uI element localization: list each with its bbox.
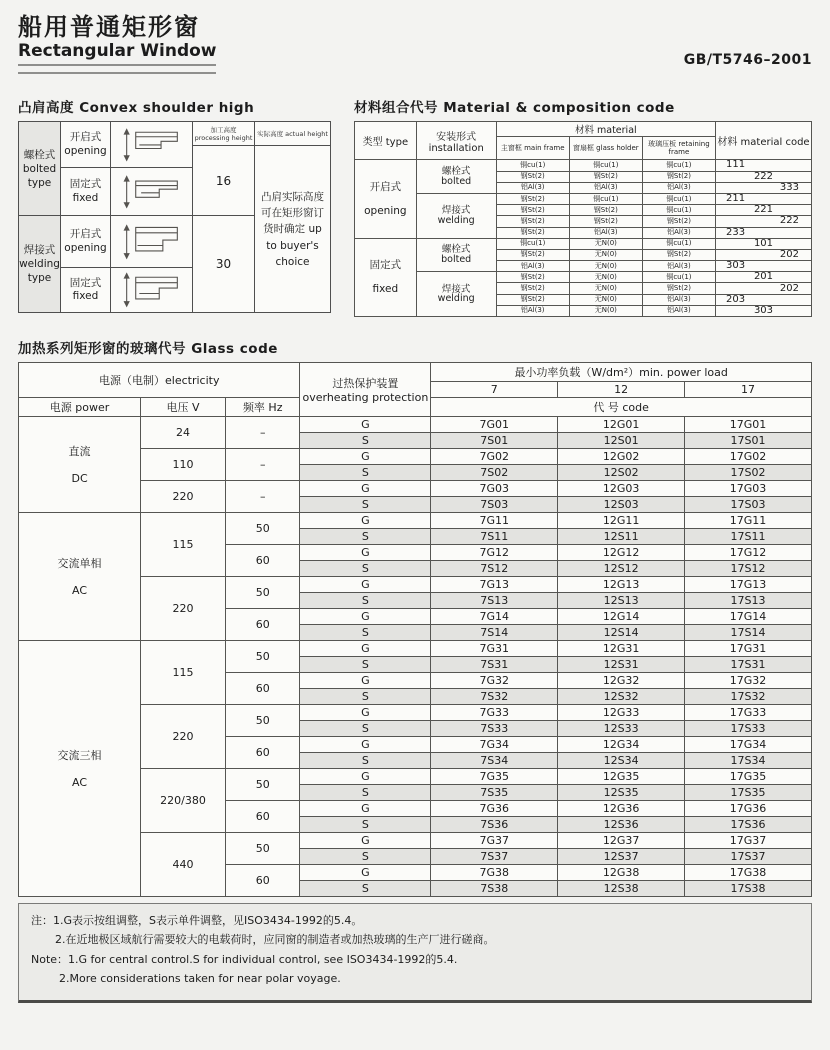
glass-code-cell: 12G33 [558, 705, 685, 721]
glass-row [19, 641, 812, 657]
glass-code-cell: 12S14 [558, 625, 685, 641]
glass-header-load-12: 12 [558, 382, 685, 398]
protection-cell: S [300, 433, 431, 449]
material-cell: 铜cu(1) [496, 160, 569, 171]
glass-code-cell: 7S31 [431, 657, 558, 673]
material-cell: 无N(0) [569, 294, 642, 305]
material-installation-cell [416, 160, 496, 194]
protection-cell: S [300, 817, 431, 833]
installation-label-en: bolted [441, 253, 472, 265]
glass-code-cell: 7G33 [431, 705, 558, 721]
protection-cell: S [300, 849, 431, 865]
frequency-cell: 60 [225, 865, 300, 897]
frequency-cell: 50 [225, 641, 300, 673]
glass-code-cell: 7G31 [431, 641, 558, 657]
glass-code-cell: 17G35 [685, 769, 812, 785]
glass-header-voltage: 电压 V [141, 398, 226, 417]
frequency-cell: 60 [225, 737, 300, 769]
material-code-cell: 221 [715, 205, 811, 216]
type-label-cn: 开启式 [369, 181, 402, 194]
material-row [355, 272, 812, 283]
glass-code-cell: 17S02 [685, 465, 812, 481]
glass-code-cell: 12G01 [558, 417, 685, 433]
protection-cell: G [300, 449, 431, 465]
glass-code-cell: 17G38 [685, 865, 812, 881]
material-cell: 钢St(2) [642, 171, 715, 182]
convex-type-welding [19, 216, 61, 313]
protection-cell: G [300, 705, 431, 721]
material-row [355, 193, 812, 204]
material-code-cell: 222 [715, 171, 811, 182]
protection-cell: G [300, 481, 431, 497]
material-cell: 铜cu(1) [569, 193, 642, 204]
type-label-cn: 固定式 [369, 259, 402, 272]
glass-code-cell: 12S36 [558, 817, 685, 833]
page-title-en: Rectangular Window [18, 41, 217, 62]
glass-code-cell: 17S13 [685, 593, 812, 609]
installation-label-en: bolted [441, 175, 472, 187]
actual-height-note: 凸肩实际高度可在矩形窗订货时确定 up to buyer's choice [255, 146, 331, 313]
voltage-cell: 115 [141, 513, 226, 577]
protection-cell: S [300, 753, 431, 769]
protection-cell: S [300, 785, 431, 801]
protection-cell: S [300, 657, 431, 673]
glass-code-cell: 17S01 [685, 433, 812, 449]
material-row [355, 160, 812, 171]
glass-code-cell: 7S38 [431, 881, 558, 897]
page-title-cn: 船用普通矩形窗 [18, 13, 200, 41]
glass-header-min-load: 最小功率负载（W/dm²）min. power load [431, 363, 812, 382]
note-en-2: 2.More considerations taken for near polar voyage. [59, 971, 341, 985]
glass-code-cell: 12S37 [558, 849, 685, 865]
material-installation-cell [416, 193, 496, 238]
document-header [18, 14, 812, 74]
glass-code-cell: 12S34 [558, 753, 685, 769]
glass-code-cell: 7S12 [431, 561, 558, 577]
protection-cell: S [300, 497, 431, 513]
glass-code-cell: 17G13 [685, 577, 812, 593]
glass-code-cell: 7S13 [431, 593, 558, 609]
glass-code-cell: 7G03 [431, 481, 558, 497]
mode-label-cn: 开启式 [69, 228, 102, 241]
note-en-1: Note：1.G for central control.S for individual control, see ISO3434-1992的5.4. [31, 952, 458, 966]
frequency-cell: 60 [225, 801, 300, 833]
material-cell: 铜cu(1) [642, 160, 715, 171]
glass-code-cell: 17G12 [685, 545, 812, 561]
power-label-en: AC [72, 583, 88, 597]
glass-code-cell: 12S35 [558, 785, 685, 801]
glass-code-cell: 12G03 [558, 481, 685, 497]
frequency-cell: 60 [225, 673, 300, 705]
glass-code-cell: 7G14 [431, 609, 558, 625]
material-cell: 铜cu(1) [496, 238, 569, 249]
material-header-glass-holder: 窗扇框 glass holder [569, 137, 642, 160]
protection-cell: G [300, 417, 431, 433]
glass-code-cell: 17S03 [685, 497, 812, 513]
material-cell: 铝Al(3) [642, 305, 715, 316]
installation-label-cn: 焊接式 [441, 205, 471, 217]
glass-section-title: 加热系列矩形窗的玻璃代号 Glass code [18, 341, 278, 358]
convex-mode-fixed-1 [61, 168, 111, 216]
material-code-cell: 202 [715, 249, 811, 260]
protection-cell: G [300, 641, 431, 657]
convex-mode-opening-1 [61, 122, 111, 168]
glass-code-cell: 7S11 [431, 529, 558, 545]
glass-code-cell: 12G38 [558, 865, 685, 881]
power-type-cell [19, 417, 141, 513]
glass-code-cell: 7G34 [431, 737, 558, 753]
glass-header-freq: 频率 Hz [225, 398, 300, 417]
material-code-table [354, 121, 812, 317]
material-cell: 钢St(2) [569, 171, 642, 182]
section-diagram-welding-fixed [111, 268, 193, 313]
glass-code-cell: 12S38 [558, 881, 685, 897]
frequency-cell: 60 [225, 609, 300, 641]
glass-code-table [18, 362, 812, 897]
material-section-title: 材料组合代号 Material & composition code [354, 100, 675, 117]
glass-code-cell: 12S12 [558, 561, 685, 577]
glass-code-cell: 7S02 [431, 465, 558, 481]
material-code-section [354, 96, 812, 317]
type-label-en: opening [364, 204, 407, 217]
material-header-material: 材料 material [496, 122, 715, 137]
material-header-main-frame: 主窗框 main frame [496, 137, 569, 160]
convex-shoulder-table [18, 121, 331, 313]
type-label-cn: 螺栓式 [23, 148, 56, 161]
glass-code-cell: 7G11 [431, 513, 558, 529]
frequency-cell: 60 [225, 545, 300, 577]
protection-cell: S [300, 721, 431, 737]
material-cell: 钢St(2) [496, 205, 569, 216]
mode-label-en: fixed [72, 191, 99, 204]
section-diagram-bolted-opening [111, 122, 193, 168]
glass-code-cell: 12S11 [558, 529, 685, 545]
material-cell: 铜cu(1) [569, 160, 642, 171]
glass-code-cell: 7S34 [431, 753, 558, 769]
glass-header-electricity: 电源（电制）electricity [19, 363, 300, 398]
mode-label-en: opening [64, 144, 107, 157]
glass-code-cell: 7G01 [431, 417, 558, 433]
glass-code-cell: 17S31 [685, 657, 812, 673]
voltage-cell: 24 [141, 417, 226, 449]
installation-label-cn: 螺栓式 [441, 244, 471, 256]
material-header-installation: 安装形式 installation [416, 122, 496, 160]
glass-code-cell: 12G35 [558, 769, 685, 785]
material-cell: 铝Al(3) [569, 182, 642, 193]
frequency-cell: 50 [225, 833, 300, 865]
glass-code-cell: 17G32 [685, 673, 812, 689]
voltage-cell: 115 [141, 641, 226, 705]
material-code-cell: 101 [715, 238, 811, 249]
glass-code-cell: 17G31 [685, 641, 812, 657]
frequency-cell: – [225, 481, 300, 513]
material-cell: 钢St(2) [496, 171, 569, 182]
glass-code-cell: 7S32 [431, 689, 558, 705]
material-header-type: 类型 type [355, 122, 417, 160]
frequency-cell: 50 [225, 513, 300, 545]
type-label-cn: 焊接式 [23, 244, 56, 257]
protection-cell: G [300, 865, 431, 881]
material-code-cell: 233 [715, 227, 811, 238]
type-label-en: welding type [19, 258, 60, 285]
protection-cell: S [300, 625, 431, 641]
material-code-cell: 111 [715, 160, 811, 171]
material-cell: 铜cu(1) [642, 193, 715, 204]
power-label-cn: 交流单相 [57, 556, 102, 570]
glass-code-cell: 17S32 [685, 689, 812, 705]
protection-cell: S [300, 881, 431, 897]
material-row [355, 238, 812, 249]
material-cell: 无N(0) [569, 249, 642, 260]
material-code-cell: 303 [715, 261, 811, 272]
glass-header-power: 电源 power [19, 398, 141, 417]
glass-code-cell: 12S02 [558, 465, 685, 481]
processing-height-16: 16 [193, 146, 255, 216]
glass-code-cell: 17G36 [685, 801, 812, 817]
installation-label-en: welding [437, 293, 475, 305]
glass-code-cell: 17G37 [685, 833, 812, 849]
convex-section-title: 凸肩高度 Convex shoulder high [18, 100, 255, 117]
mode-label-en: opening [64, 241, 107, 254]
protection-cell: G [300, 769, 431, 785]
convex-mode-opening-2 [61, 216, 111, 268]
material-code-cell: 211 [715, 193, 811, 204]
material-cell: 无N(0) [569, 283, 642, 294]
mode-label-cn: 开启式 [69, 131, 102, 144]
material-type-cell [355, 238, 417, 316]
glass-code-cell: 7G12 [431, 545, 558, 561]
glass-code-cell: 7S01 [431, 433, 558, 449]
glass-code-cell: 12G02 [558, 449, 685, 465]
frequency-cell: 50 [225, 769, 300, 801]
glass-code-cell: 17G14 [685, 609, 812, 625]
material-cell: 铝Al(3) [642, 294, 715, 305]
material-code-cell: 201 [715, 272, 811, 283]
glass-code-cell: 12G13 [558, 577, 685, 593]
power-label-en: AC [72, 775, 88, 789]
protection-cell: G [300, 801, 431, 817]
material-cell: 铝Al(3) [496, 182, 569, 193]
voltage-cell: 220/380 [141, 769, 226, 833]
material-code-cell: 303 [715, 305, 811, 316]
glass-code-cell: 12S33 [558, 721, 685, 737]
glass-code-cell: 7G38 [431, 865, 558, 881]
convex-type-bolted [19, 122, 61, 216]
convex-shoulder-section [18, 96, 336, 313]
glass-code-cell: 17S38 [685, 881, 812, 897]
glass-code-cell: 12G14 [558, 609, 685, 625]
glass-code-cell: 7S33 [431, 721, 558, 737]
frequency-cell: 50 [225, 705, 300, 737]
notes-box [18, 903, 812, 1003]
protection-cell: G [300, 737, 431, 753]
material-cell: 铝Al(3) [496, 261, 569, 272]
glass-code-cell: 17S35 [685, 785, 812, 801]
installation-label-cn: 焊接式 [441, 283, 471, 295]
material-cell: 钢St(2) [642, 283, 715, 294]
material-header-retaining-frame: 玻璃压板 retaining frame [642, 137, 715, 160]
material-cell: 钢St(2) [496, 249, 569, 260]
material-cell: 铝Al(3) [496, 305, 569, 316]
protection-cell: S [300, 465, 431, 481]
glass-code-cell: 17G01 [685, 417, 812, 433]
protection-cell: S [300, 529, 431, 545]
glass-header-load-7: 7 [431, 382, 558, 398]
glass-code-cell: 12S31 [558, 657, 685, 673]
material-cell: 无N(0) [569, 261, 642, 272]
installation-label-cn: 螺栓式 [441, 166, 471, 178]
material-code-cell: 203 [715, 294, 811, 305]
standard-code: GB/T5746–2001 [683, 52, 812, 69]
protection-cell: G [300, 577, 431, 593]
material-cell: 无N(0) [569, 305, 642, 316]
power-label-cn: 直流 [68, 444, 91, 458]
glass-code-cell: 12G12 [558, 545, 685, 561]
note-cn-2: 2.在近地极区域航行需要较大的电载荷时，应同窗的制造者或加热玻璃的生产厂进行磋商。 [55, 933, 495, 947]
material-cell: 无N(0) [569, 272, 642, 283]
material-cell: 钢St(2) [496, 272, 569, 283]
material-cell: 钢St(2) [496, 216, 569, 227]
convex-mode-fixed-2 [61, 268, 111, 313]
glass-code-cell: 7S37 [431, 849, 558, 865]
material-cell: 钢St(2) [569, 205, 642, 216]
frequency-cell: – [225, 417, 300, 449]
mode-label-cn: 固定式 [69, 178, 102, 191]
material-code-cell: 222 [715, 216, 811, 227]
voltage-cell: 220 [141, 577, 226, 641]
material-code-cell: 202 [715, 283, 811, 294]
voltage-cell: 110 [141, 449, 226, 481]
glass-header-load-17: 17 [685, 382, 812, 398]
material-installation-cell [416, 272, 496, 317]
glass-code-cell: 7S36 [431, 817, 558, 833]
protection-cell: G [300, 609, 431, 625]
mode-label-cn: 固定式 [69, 276, 102, 289]
glass-code-cell: 17S33 [685, 721, 812, 737]
convex-header-processing-height: 加工高度 processing height [193, 122, 255, 146]
glass-code-cell: 17G02 [685, 449, 812, 465]
material-installation-cell [416, 238, 496, 272]
glass-code-cell: 7G36 [431, 801, 558, 817]
glass-code-cell: 17S14 [685, 625, 812, 641]
glass-code-cell: 17G11 [685, 513, 812, 529]
glass-code-section [18, 337, 812, 897]
glass-code-cell: 7G35 [431, 769, 558, 785]
protection-cell: S [300, 561, 431, 577]
glass-code-cell: 17G34 [685, 737, 812, 753]
title-underline [18, 64, 216, 74]
material-cell: 铝Al(3) [642, 182, 715, 193]
glass-code-cell: 12G37 [558, 833, 685, 849]
voltage-cell: 220 [141, 705, 226, 769]
glass-row [19, 513, 812, 529]
protection-cell: G [300, 513, 431, 529]
glass-code-cell: 12S01 [558, 433, 685, 449]
convex-header-actual-height: 实际高度 actual height [255, 122, 331, 146]
glass-code-cell: 7G32 [431, 673, 558, 689]
material-cell: 铜cu(1) [642, 272, 715, 283]
glass-code-cell: 17S11 [685, 529, 812, 545]
power-label-cn: 交流三相 [57, 748, 102, 762]
processing-height-30: 30 [193, 216, 255, 313]
glass-code-cell: 12G32 [558, 673, 685, 689]
section-diagram-bolted-fixed [111, 168, 193, 216]
material-cell: 钢St(2) [496, 193, 569, 204]
top-tables-row [18, 96, 812, 317]
material-cell: 钢St(2) [496, 294, 569, 305]
glass-code-cell: 7G37 [431, 833, 558, 849]
material-cell: 铜cu(1) [642, 238, 715, 249]
glass-code-cell: 12S13 [558, 593, 685, 609]
glass-code-cell: 7G13 [431, 577, 558, 593]
frequency-cell: – [225, 449, 300, 481]
type-label-en: bolted type [22, 162, 57, 189]
note-cn-1: 注：1.G表示按组调整，S表示单件调整，见ISO3434-1992的5.4。 [31, 914, 363, 928]
frequency-cell: 50 [225, 577, 300, 609]
glass-row [19, 417, 812, 433]
material-cell: 钢St(2) [642, 249, 715, 260]
glass-code-cell: 12G11 [558, 513, 685, 529]
glass-code-cell: 7G02 [431, 449, 558, 465]
protection-cell: S [300, 689, 431, 705]
glass-code-cell: 7S03 [431, 497, 558, 513]
material-cell: 铝Al(3) [642, 227, 715, 238]
material-cell: 钢St(2) [496, 227, 569, 238]
material-header-code: 材料 material code [715, 122, 811, 160]
material-cell: 铝Al(3) [569, 227, 642, 238]
material-type-cell [355, 160, 417, 238]
glass-code-cell: 17S37 [685, 849, 812, 865]
section-diagram-welding-opening [111, 216, 193, 268]
glass-code-cell: 17S34 [685, 753, 812, 769]
glass-code-cell: 17S36 [685, 817, 812, 833]
power-label-en: DC [71, 471, 88, 485]
title-block [18, 14, 217, 74]
material-cell: 无N(0) [569, 238, 642, 249]
voltage-cell: 220 [141, 481, 226, 513]
material-cell: 钢St(2) [569, 216, 642, 227]
type-label-en: fixed [372, 282, 399, 295]
protection-cell: G [300, 545, 431, 561]
glass-header-protection: 过热保护装置 overheating protection [300, 363, 431, 417]
glass-code-cell: 17G03 [685, 481, 812, 497]
protection-cell: G [300, 833, 431, 849]
material-cell: 钢St(2) [496, 283, 569, 294]
glass-code-cell: 12S32 [558, 689, 685, 705]
glass-header-code: 代 号 code [431, 398, 812, 417]
material-cell: 钢St(2) [642, 216, 715, 227]
material-code-cell: 333 [715, 182, 811, 193]
glass-code-cell: 17G33 [685, 705, 812, 721]
glass-code-cell: 17S12 [685, 561, 812, 577]
material-cell: 铜cu(1) [642, 205, 715, 216]
protection-cell: G [300, 673, 431, 689]
glass-code-cell: 7S14 [431, 625, 558, 641]
glass-code-cell: 12S03 [558, 497, 685, 513]
voltage-cell: 440 [141, 833, 226, 897]
glass-code-cell: 12G34 [558, 737, 685, 753]
power-type-cell [19, 513, 141, 641]
protection-cell: S [300, 593, 431, 609]
glass-code-cell: 12G31 [558, 641, 685, 657]
mode-label-en: fixed [72, 290, 99, 303]
glass-code-cell: 7S35 [431, 785, 558, 801]
glass-code-cell: 12G36 [558, 801, 685, 817]
power-type-cell [19, 641, 141, 897]
material-cell: 铝Al(3) [642, 261, 715, 272]
installation-label-en: welding [437, 214, 475, 226]
